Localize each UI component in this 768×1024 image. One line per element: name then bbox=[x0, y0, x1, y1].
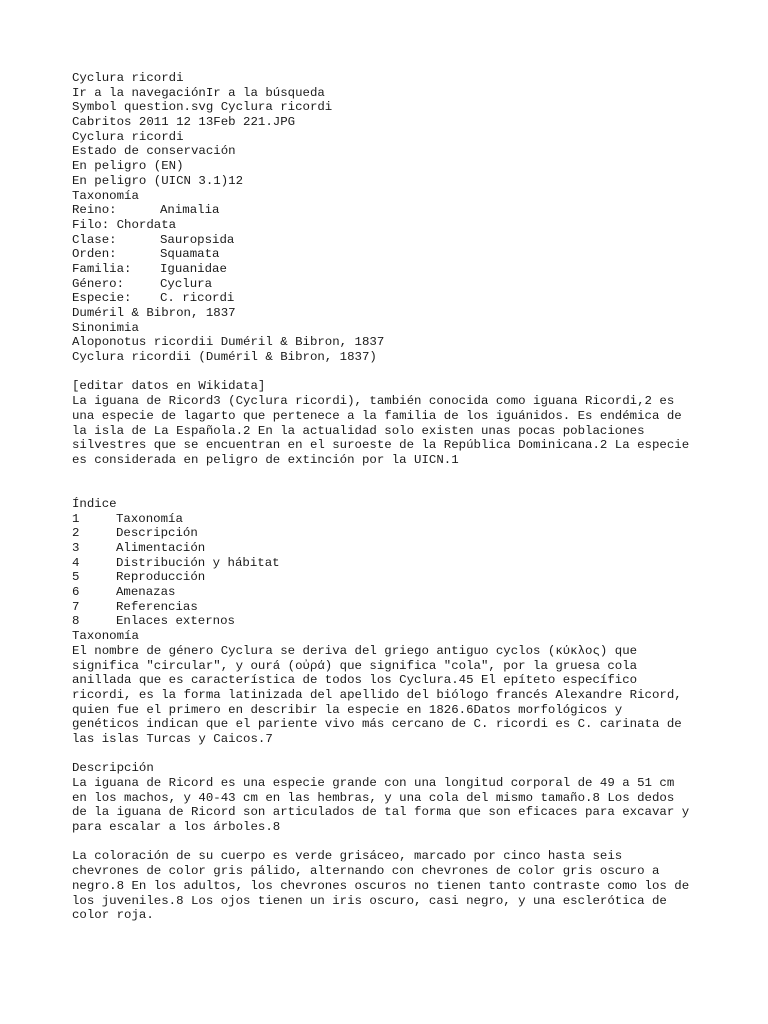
toc-number: 7 bbox=[72, 599, 80, 614]
description-paragraph-line: para escalar a los árboles.8 bbox=[72, 820, 281, 835]
taxonomy-label: Orden: bbox=[72, 247, 117, 262]
symbol-question-line: Symbol question.svg Cyclura ricordi bbox=[72, 100, 333, 115]
taxonomy-label: Reino: bbox=[72, 203, 117, 218]
taxonomy-paragraph-line: genéticos indican que el pariente vivo más cercano de C. ricordi es C. carinata de bbox=[72, 717, 682, 732]
coloration-paragraph-line: color roja. bbox=[72, 908, 154, 923]
coloration-paragraph-line: los juveniles.8 Los ojos tienen un iris oscuro, casi negro, y una esclerótica de bbox=[72, 893, 667, 908]
toc-number: 2 bbox=[72, 526, 80, 541]
toc-item[interactable] bbox=[72, 614, 712, 629]
toc-item[interactable] bbox=[72, 585, 712, 600]
taxonomy-paragraph-line: ricordi, es la forma latinizada del apellido del biólogo francés Alexandre Ricord, bbox=[72, 687, 682, 702]
taxonomy-row bbox=[72, 291, 712, 306]
coloration-paragraph-line: chevrones de color gris pálido, alternando con chevrones de color gris oscuro a bbox=[72, 864, 660, 879]
intro-line: La iguana de Ricord3 (Cyclura ricordi), también conocida como iguana Ricordi,2 es bbox=[72, 394, 675, 409]
taxonomy-label: Filo: Chordata bbox=[72, 217, 177, 232]
document-page bbox=[72, 71, 712, 923]
taxonomy-row bbox=[72, 262, 712, 277]
intro-line: silvestres que se encuentran en el suroeste de la República Dominicana.2 La especie bbox=[72, 438, 690, 453]
toc-item[interactable] bbox=[72, 556, 712, 571]
taxonomy-label: Género: bbox=[72, 276, 125, 291]
taxonomy-section-heading: Taxonomía bbox=[72, 629, 139, 644]
toc-number: 3 bbox=[72, 541, 80, 556]
taxonomy-value[interactable]: Cyclura bbox=[160, 276, 213, 291]
toc-number: 5 bbox=[72, 570, 80, 585]
coloration-paragraph-line: negro.8 En los adultos, los chevrones oscuros no tienen tanto contraste como los de bbox=[72, 878, 690, 893]
taxonomy-label: Familia: bbox=[72, 261, 132, 276]
toc-number: 8 bbox=[72, 614, 80, 629]
toc-label[interactable]: Amenazas bbox=[116, 585, 176, 600]
taxonomy-value[interactable]: Iguanidae bbox=[160, 261, 227, 276]
taxonomy-paragraph-line: las islas Turcas y Caicos.7 bbox=[72, 731, 273, 746]
taxonomy-row bbox=[72, 277, 712, 292]
taxonomy-label: Clase: bbox=[72, 232, 117, 247]
coloration-paragraph-line: La coloración de su cuerpo es verde grisáceo, marcado por cinco hasta seis bbox=[72, 849, 623, 864]
toc-item[interactable] bbox=[72, 526, 712, 541]
page-title: Cyclura ricordi bbox=[72, 71, 184, 85]
taxonomy-authority: Duméril & Bibron, 1837 bbox=[72, 306, 236, 320]
taxonomy-label: Especie: bbox=[72, 291, 132, 306]
toc-label[interactable]: Enlaces externos bbox=[116, 614, 235, 629]
synonym-item: Aloponotus ricordii Duméril & Bibron, 1837 bbox=[72, 335, 385, 350]
toc-item[interactable] bbox=[72, 600, 712, 615]
toc-number: 6 bbox=[72, 585, 80, 600]
synonym-item: Cyclura ricordii (Duméril & Bibron, 1837) bbox=[72, 350, 377, 365]
taxonomy-paragraph-line: anillada que es característica de todos los Cyclura.45 El epíteto específico bbox=[72, 673, 638, 688]
taxonomy-row bbox=[72, 203, 712, 218]
toc-label[interactable]: Reproducción bbox=[116, 570, 206, 585]
toc-label[interactable]: Taxonomía bbox=[116, 511, 183, 526]
taxonomy-row bbox=[72, 233, 712, 248]
conservation-status: En peligro (EN) bbox=[72, 159, 184, 174]
toc-item[interactable] bbox=[72, 541, 712, 556]
image-filename[interactable]: Cabritos 2011 12 13Feb 221.JPG bbox=[72, 115, 296, 130]
synonymy-heading: Sinonimia bbox=[72, 320, 139, 335]
taxonomy-row bbox=[72, 247, 712, 262]
taxonomy-paragraph-line: El nombre de género Cyclura se deriva del griego antiguo cyclos (κύκλος) que bbox=[72, 643, 638, 658]
edit-wikidata-link[interactable]: [editar datos en Wikidata] bbox=[72, 379, 266, 394]
taxonomy-value: C. ricordi bbox=[160, 291, 235, 306]
intro-line: es considerada en peligro de extinción por la UICN.1 bbox=[72, 452, 459, 467]
taxonomy-value[interactable]: Animalia bbox=[160, 203, 220, 218]
intro-line: la isla de La Española.2 En la actualidad solo existen unas pocas poblaciones bbox=[72, 423, 645, 438]
skip-navigation-links[interactable]: Ir a la navegaciónIr a la búsqueda bbox=[72, 85, 325, 100]
taxonomy-value[interactable]: Squamata bbox=[160, 247, 220, 262]
image-caption: Cyclura ricordi bbox=[72, 129, 184, 144]
toc-label[interactable]: Referencias bbox=[116, 599, 198, 614]
conservation-iucn: En peligro (UICN 3.1)12 bbox=[72, 173, 244, 188]
taxonomy-row bbox=[72, 218, 712, 233]
conservation-heading: Estado de conservación bbox=[72, 144, 236, 159]
description-heading: Descripción bbox=[72, 761, 154, 776]
toc-item[interactable] bbox=[72, 570, 712, 585]
toc-label[interactable]: Distribución y hábitat bbox=[116, 555, 280, 570]
taxonomy-paragraph-line: significa "circular", y ourá (οὐρά) que significa "cola", por la gruesa cola bbox=[72, 658, 638, 673]
toc-label[interactable]: Descripción bbox=[116, 526, 198, 541]
toc-label[interactable]: Alimentación bbox=[116, 541, 206, 556]
description-paragraph-line: La iguana de Ricord es una especie grande con una longitud corporal de 49 a 51 cm bbox=[72, 776, 675, 791]
taxonomy-box-heading: Taxonomía bbox=[72, 188, 139, 203]
taxonomy-value[interactable]: Sauropsida bbox=[160, 232, 235, 247]
toc-item[interactable] bbox=[72, 512, 712, 527]
toc-number: 4 bbox=[72, 555, 80, 570]
taxonomy-paragraph-line: quien fue el primero en describir la especie en 1826.6Datos morfológicos y bbox=[72, 702, 623, 717]
intro-line: una especie de lagarto que pertenece a la familia de los iguánidos. Es endémica de bbox=[72, 408, 682, 423]
toc-heading: Índice bbox=[72, 496, 117, 511]
toc-number: 1 bbox=[72, 511, 80, 526]
description-paragraph-line: en los machos, y 40-43 cm en las hembras, y una cola del mismo tamaño.8 Los dedos bbox=[72, 790, 675, 805]
description-paragraph-line: de la iguana de Ricord son articulados de tal forma que son eficaces para excavar y bbox=[72, 805, 690, 820]
